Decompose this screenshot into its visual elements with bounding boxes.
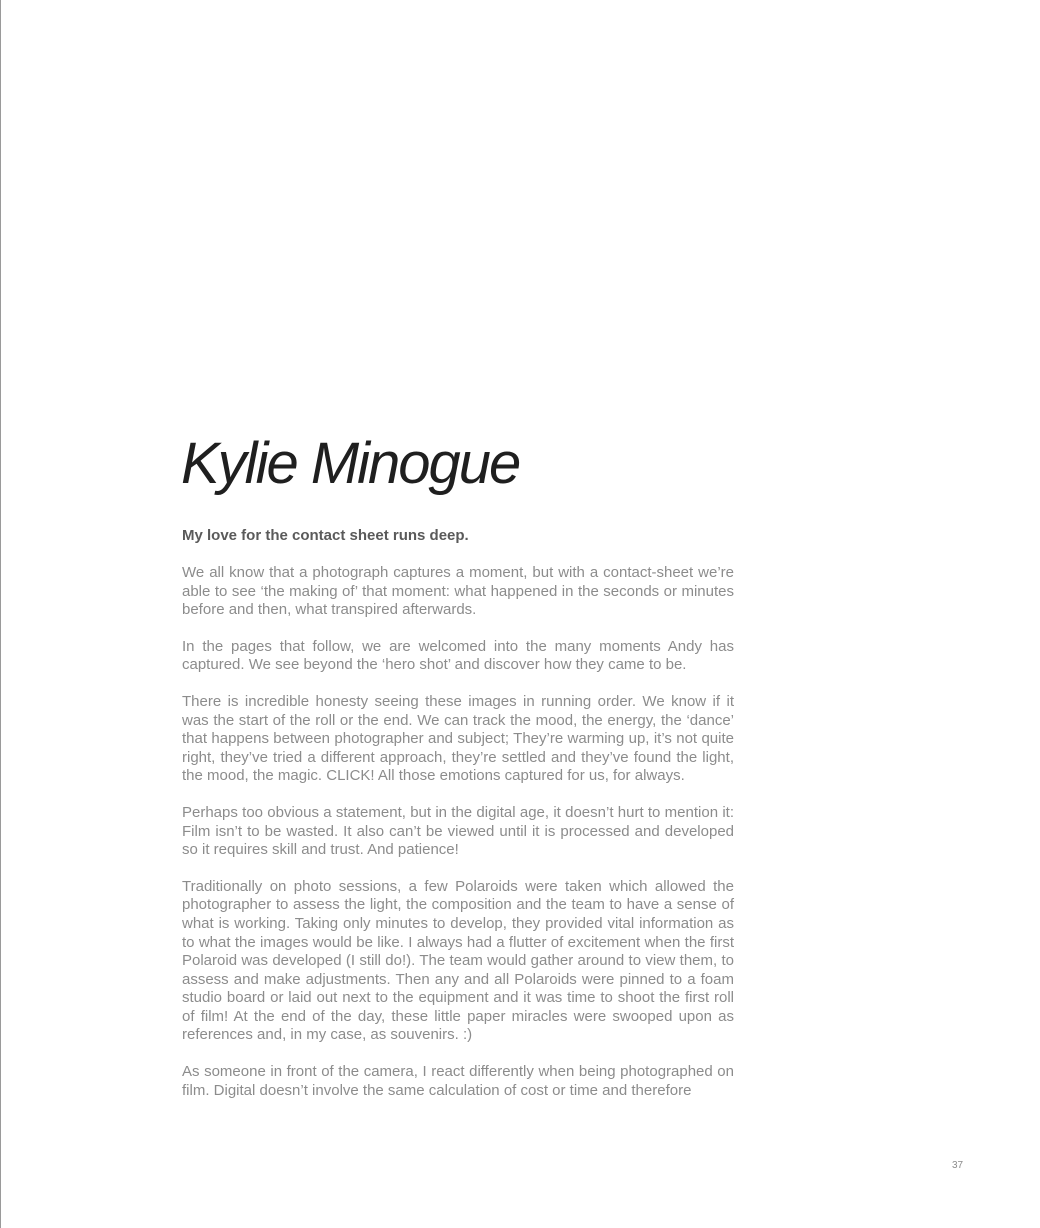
page-number: 37 [952,1160,964,1171]
body-paragraph: In the pages that follow, we are welcomed into the many moments Andy has captured. We see beyond the ‘hero shot’ and discover how they came to be. [182,637,734,674]
article-body [182,526,734,1118]
body-paragraph: We all know that a photograph captures a moment, but with a contact-sheet we’re able to see ‘the making of’ that moment: what happened in the seconds or minutes before and then, what transpired afterwards. [182,564,734,619]
page-title: Kylie Minogue [181,431,520,496]
body-paragraph: There is incredible honesty seeing these images in running order. We know if it was the start of the roll or the end. We can track the mood, the energy, the ‘dance’ that happens between photographer and subject; They’re warming up, it’s not quite right, they’ve tried a different approach, they’re settled and they’ve found the light, the mood, the magic. CLICK! All those emotions captured for us, for always. [182,692,734,785]
page-edge [0,0,1,1228]
body-paragraph: Perhaps too obvious a statement, but in the digital age, it doesn’t hurt to mention it: Film isn’t to be wasted. It also can’t be viewed until it is processed and developed so it requires skill and trust. And patience! [182,803,734,859]
lead-paragraph: My love for the contact sheet runs deep. [182,527,469,544]
body-paragraph: Traditionally on photo sessions, a few Polaroids were taken which allowed the photographer to assess the light, the composition and the team to have a sense of what is working. Taking only minutes to develop, they provided vital information as to what the images would be like. I always had a flutter of excitement when the first Polaroid was developed (I still do!). The team would gather around to view them, to assess and make adjustments. Then any and all Polaroids were pinned to a foam studio board or laid out next to the equipment and it was time to shoot the first roll of film! At the end of the day, these little paper miracles were swooped upon as references and, in my case, as souvenirs. :) [182,877,734,1044]
body-paragraph: As someone in front of the camera, I react differently when being photographed on film. Digital doesn’t involve the same calculation of cost or time and therefore [182,1063,734,1099]
